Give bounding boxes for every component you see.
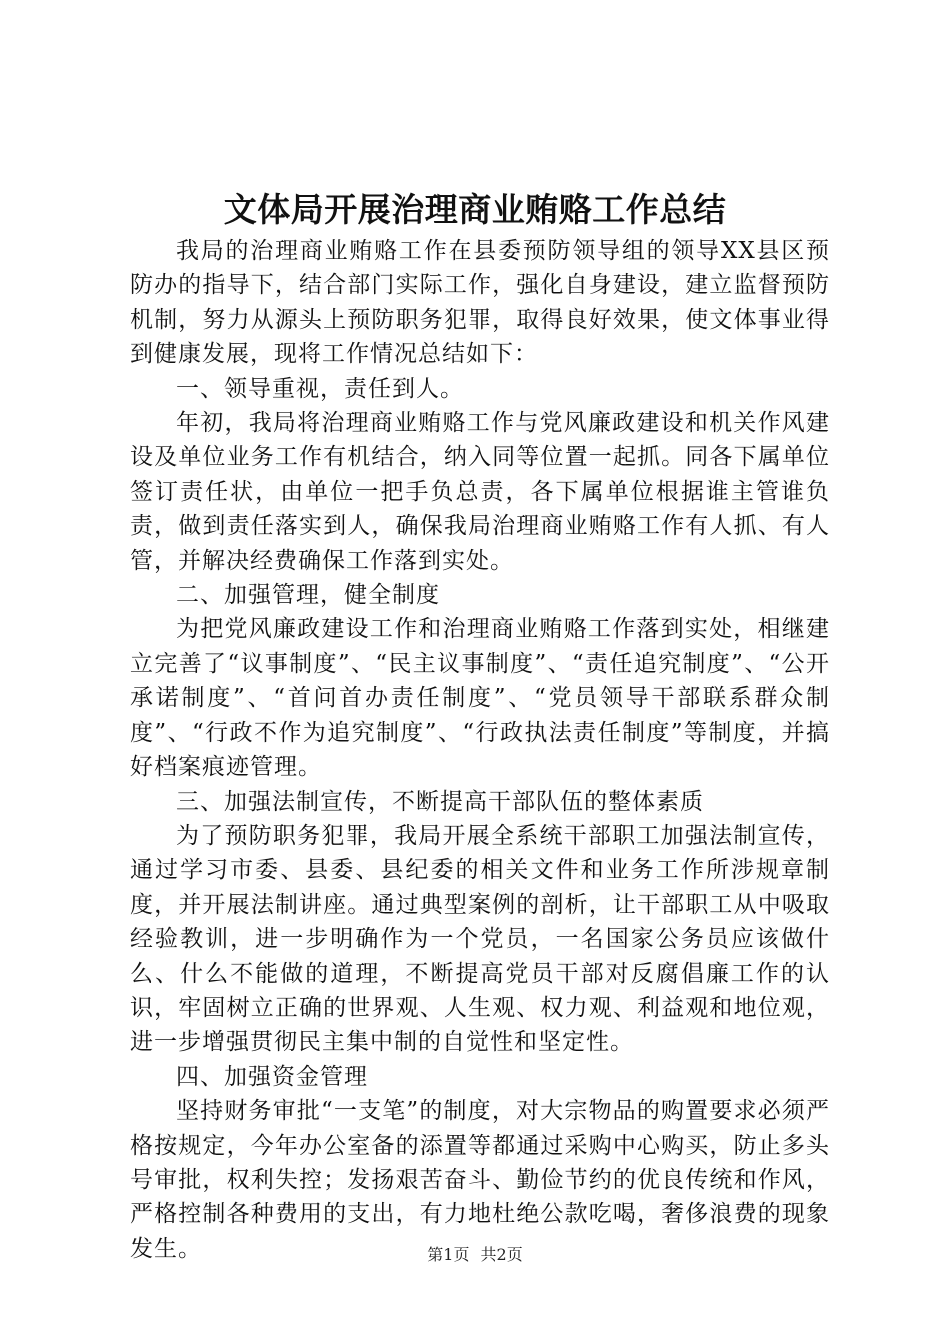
document-title: 文体局开展治理商业贿赂工作总结 <box>223 190 727 229</box>
section-heading-1: 一、领导重视，责任到人。 <box>176 375 464 402</box>
page-total: 共2页 <box>480 1245 523 1264</box>
paragraph-section-4: 坚持财务审批“一支笔”的制度，对大宗物品的购置要求必须严格按规定，今年办公室备的添置等都通过采购中心购买，防止多头号审批，权利失控；发扬艰苦奋斗、勤俭节约的优良传统和作风，严格控制各种费用的支出，有力地杜绝公款吃喝，奢侈浪费的现象发生。 <box>130 1098 830 1262</box>
paragraph-section-2: 为把党风廉政建设工作和治理商业贿赂工作落到实处，相继建立完善了“议事制度”、“民主议事制度”、“责任追究制度”、“公开承诺制度”、“首问首办责任制度”、“党员领导干部联系群众制度”、“行政不作为追究制度”、“行政执法责任制度”等制度，并搞好档案痕迹管理。 <box>130 616 830 781</box>
document-body <box>130 234 830 1266</box>
paragraph-section-3: 为了预防职务犯罪，我局开展全系统干部职工加强法制宣传，通过学习市委、县委、县纪委的相关文件和业务工作所涉规章制度，并开展法制讲座。通过典型案例的剖析，让干部职工从中吸取经验教训，进一步明确作为一个党员，一名国家公务员应该做什么、什么不能做的道理，不断提高党员干部对反腐倡廉工作的认识，牢固树立正确的世界观、人生观、权力观、利益观和地位观，进一步增强贯彻民主集中制的自觉性和坚定性。 <box>130 822 830 1056</box>
page-number: 第1页 <box>427 1245 470 1264</box>
section-heading-4: 四、加强资金管理 <box>176 1063 368 1090</box>
section-heading-2: 二、加强管理，健全制度 <box>176 582 440 609</box>
page-footer <box>0 1244 950 1266</box>
paragraph-intro: 我局的治理商业贿赂工作在县委预防领导组的领导XX县区预防办的指导下，结合部门实际工作，强化自身建设，建立监督预防机制，努力从源头上预防职务犯罪，取得良好效果，使文体事业得到健康发展，现将工作情况总结如下： <box>130 238 830 368</box>
paragraph-section-1: 年初，我局将治理商业贿赂工作与党风廉政建设和机关作风建设及单位业务工作有机结合，纳入同等位置一起抓。同各下属单位签订责任状，由单位一把手负总责，各下属单位根据谁主管谁负责，做到责任落实到人，确保我局治理商业贿赂工作有人抓、有人管，并解决经费确保工作落到实处。 <box>130 410 830 574</box>
section-heading-3: 三、加强法制宣传，不断提高干部队伍的整体素质 <box>176 788 704 815</box>
